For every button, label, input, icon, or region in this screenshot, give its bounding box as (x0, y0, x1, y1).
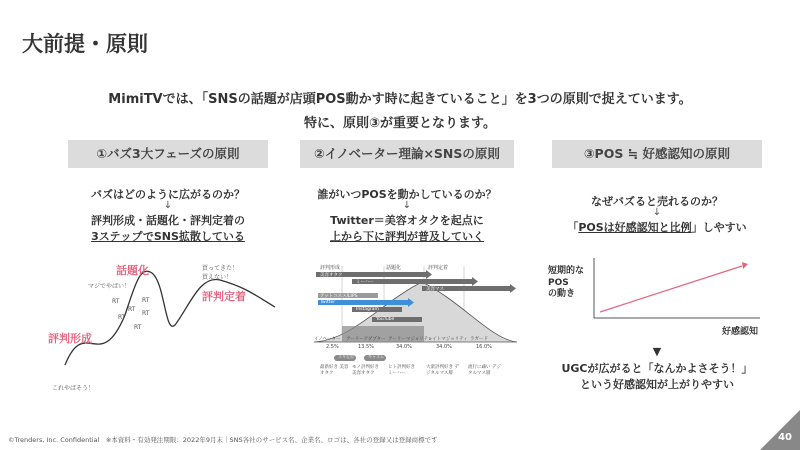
note-kore: これやばそう！ (52, 385, 95, 392)
rt-1: RT (112, 298, 120, 305)
col1-answer-1: 評判形成・話題化・評判定着の (91, 214, 245, 227)
rt-3: RT (128, 306, 136, 313)
rt-4: RT (142, 310, 150, 317)
trend-line (600, 266, 742, 312)
phase-1: 評判形成 (320, 265, 341, 271)
ugc-line-1: UGCが広がると「なんかよさそう！」 (561, 362, 753, 375)
desc-1: 最新好き 美容オタク (320, 365, 349, 376)
col1-question: バズはどのように広がるのか？ (91, 188, 245, 201)
col2-answer-1: Twitter＝美容オタクを起点に (330, 214, 484, 227)
pill-label-2: キャズム (368, 354, 384, 359)
footer-note: ©Trenders, Inc. Confidential ※本資料・有効発注期限：2022年9月末｜SNS各社のサービス名、企業名、ロゴは、各社の登録又は登録商標です (8, 436, 438, 444)
bar-label-1: 美容オタク (320, 273, 343, 278)
pct-1: 2.5% (326, 344, 339, 350)
ugc-line-2: という好感認知が上がりやすい (580, 378, 734, 391)
col3-arrow: ↓ (652, 207, 662, 218)
bar-label-4: アットコスメ/LIPS (320, 294, 358, 299)
bar-label-7: YouTube (376, 317, 395, 322)
segment-late-majority: レイトマジョリティ (428, 337, 468, 342)
phase-3: 評判定着 (428, 265, 449, 271)
phase-2: 話題化 (386, 265, 402, 271)
bar-label-6: Instagram (356, 307, 379, 312)
y-label-2: POS (548, 277, 569, 288)
desc-2: モノ評判好き 美容オタク (352, 365, 379, 376)
buzz-phase-curve (40, 255, 280, 395)
col1-arrow: ↓ (163, 200, 173, 211)
col1-header: ①バズ3大フェーズの原則 (68, 140, 268, 168)
page-corner-triangle (760, 410, 800, 450)
rt-6: RT (134, 324, 142, 331)
page-title: 大前提・原則 (22, 32, 148, 56)
rt-5: RT (118, 314, 126, 321)
y-label-1: 短期的な (548, 266, 585, 276)
pct-4: 34.0% (436, 344, 452, 350)
label-wadaika: 話題化 (116, 264, 149, 277)
desc-3: ヒト評判好き ミーハー (388, 365, 415, 376)
x-axis-label: 好感認知 (722, 327, 759, 337)
label-hyoban-teichaku: 評判定着 (202, 290, 246, 303)
y-axis-label (548, 266, 584, 301)
col3-answer (540, 220, 774, 236)
lead-line-1: MimiTVでは、「SNSの話題が店頭POS動かす時に起きていること」を3つの原則で捉えています。 (108, 92, 692, 107)
col3-question: なぜバズると売れるのか？ (591, 195, 723, 208)
pct-3: 34.0% (396, 344, 412, 350)
pct-2: 13.5% (358, 344, 374, 350)
bar-label-5: Twitter (320, 300, 336, 305)
col2-arrow: ↓ (402, 200, 412, 211)
pos-awareness-chart (592, 258, 762, 320)
segment-innovator: イノベーター (314, 337, 341, 342)
y-label-3: の動き (548, 289, 576, 300)
bar-label-3: 美容マス (426, 287, 444, 292)
segment-laggard: ラガード (470, 337, 488, 342)
label-hyoban-keisei: 評判形成 (48, 332, 92, 345)
col2-header: ②イノベーター理論×SNSの原則 (300, 140, 514, 168)
note-majide: マジでやばい！ (88, 283, 131, 290)
bar-label-2: ミーハー (356, 280, 374, 285)
page-number: 40 (778, 432, 792, 443)
col2-answer-2: 上から下に評判が普及していく (330, 230, 484, 243)
segment-early-majority: アーリーマジョリティ (388, 337, 433, 342)
note-kaenai: 買えない！ (202, 274, 233, 281)
down-triangle-icon: ▼ (652, 345, 662, 358)
desc-5: 流行に疎い デジタルマス層 (468, 365, 501, 376)
pct-5: 16.0% (476, 344, 492, 350)
rt-2: RT (142, 297, 150, 304)
pill-label-1: スキな型 (338, 354, 354, 359)
col3-header: ③POS ≒ 好感認知の原則 (552, 140, 762, 168)
desc-4: 大衆評判好き デジタルマス層 (426, 365, 459, 376)
col2-question: 誰がいつPOSを動かしているのか？ (317, 188, 497, 201)
lead-line-2: 特に、原則③が重要となります。 (304, 116, 496, 131)
segment-early-adopter: アーリーアダプター (346, 337, 386, 342)
answer-underlined: POSは好感認知と比例 (578, 221, 692, 234)
note-katte: 買ってきた！ (202, 265, 239, 272)
answer-bracket-open: 「 (567, 221, 579, 234)
answer-tail: 」しやすい (691, 221, 747, 234)
col1-answer-2: 3ステップでSNS拡散している (91, 230, 245, 243)
